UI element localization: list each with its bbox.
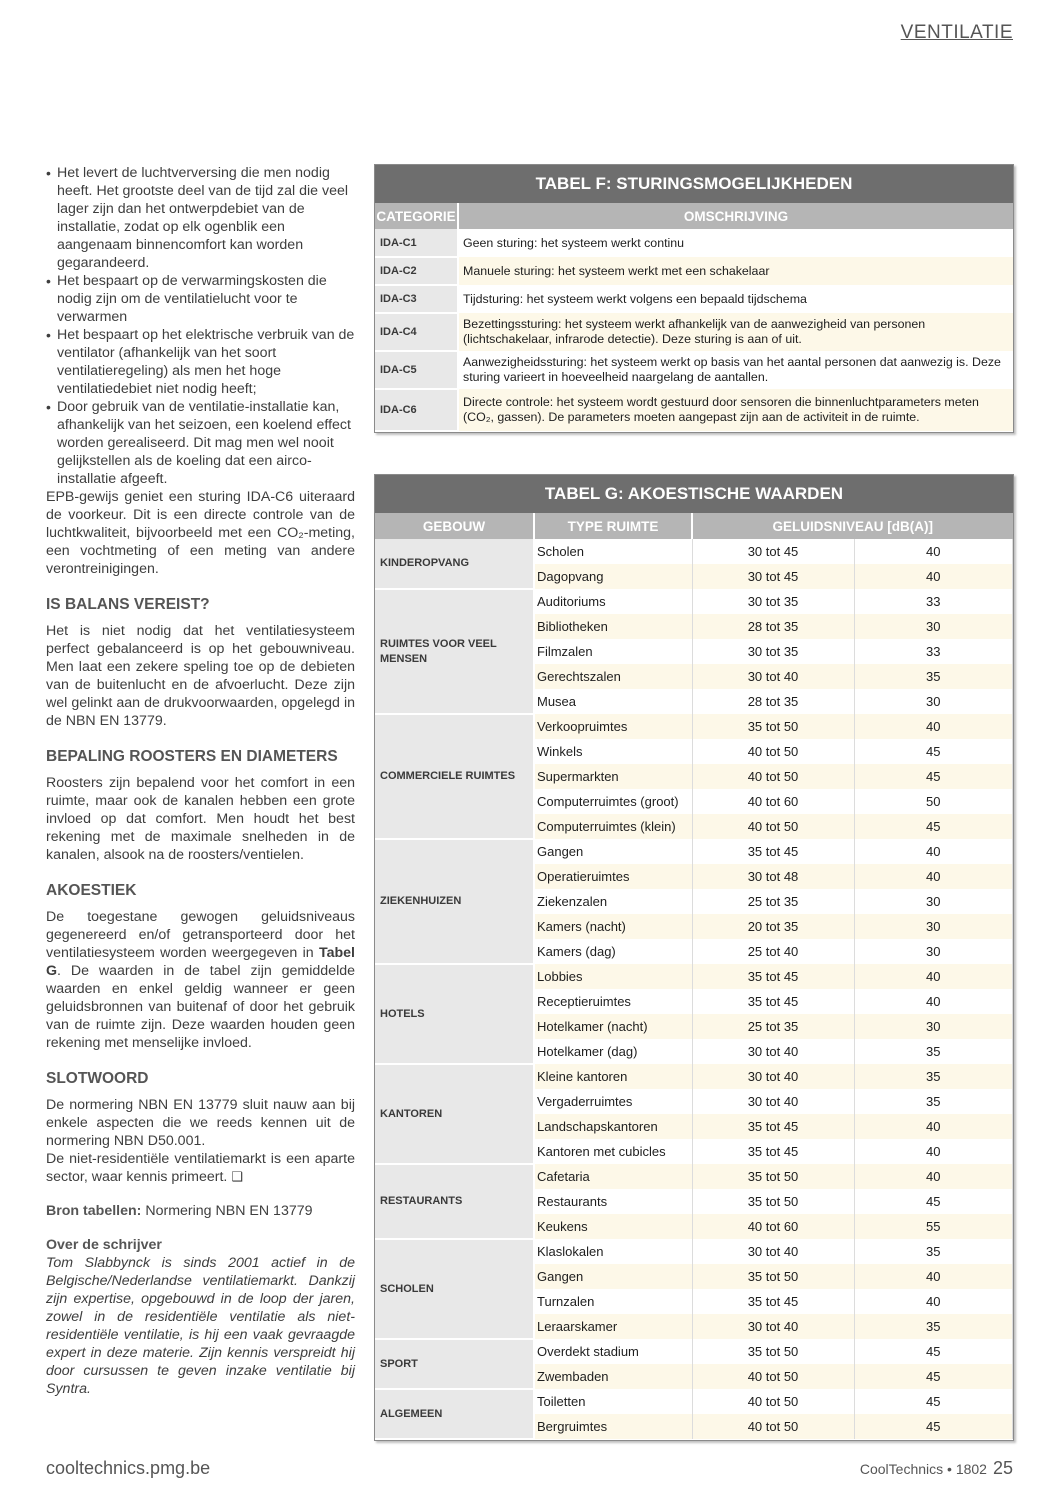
level-range-cell: 30 tot 35	[692, 589, 854, 614]
page-number: 25	[992, 1458, 1013, 1478]
level-range-cell: 35 tot 45	[692, 839, 854, 864]
category-cell: IDA-C2	[375, 257, 458, 285]
level-range-cell: 30 tot 45	[692, 539, 854, 564]
table-row	[375, 964, 1013, 989]
building-category-cell: SCHOLEN	[375, 1239, 534, 1339]
room-type-cell: Hotelkamer (nacht)	[534, 1014, 692, 1039]
level-value-cell: 45	[854, 1339, 1013, 1364]
level-value-cell: 35	[854, 1064, 1013, 1089]
room-type-cell: Verkoopruimtes	[534, 714, 692, 739]
room-type-cell: Gerechtszalen	[534, 664, 692, 689]
level-range-cell: 30 tot 35	[692, 639, 854, 664]
table-row	[375, 257, 1013, 285]
room-type-cell: Kamers (dag)	[534, 939, 692, 964]
level-range-cell: 35 tot 50	[692, 714, 854, 739]
level-value-cell: 40	[854, 989, 1013, 1014]
room-type-cell: Gangen	[534, 839, 692, 864]
level-range-cell: 30 tot 40	[692, 1089, 854, 1114]
table-row	[375, 285, 1013, 313]
level-value-cell: 45	[854, 1189, 1013, 1214]
level-value-cell: 35	[854, 1089, 1013, 1114]
level-range-cell: 35 tot 50	[692, 1189, 854, 1214]
level-value-cell: 35	[854, 1239, 1013, 1264]
room-type-cell: Kleine kantoren	[534, 1064, 692, 1089]
level-range-cell: 25 tot 35	[692, 1014, 854, 1039]
level-range-cell: 40 tot 50	[692, 1414, 854, 1439]
level-value-cell: 45	[854, 814, 1013, 839]
category-cell: IDA-C4	[375, 313, 458, 351]
paragraph-slotwoord-1: De normering NBN EN 13779 sluit nauw aan bij enkele aspecten die we reeds kennen uit de normering NBN D50.001.	[46, 1097, 355, 1149]
room-type-cell: Operatieruimtes	[534, 864, 692, 889]
building-category-cell: COMMERCIELE RUIMTES	[375, 714, 534, 839]
category-cell: IDA-C5	[375, 351, 458, 389]
room-type-cell: Ziekenzalen	[534, 889, 692, 914]
description-cell: Bezettingssturing: het systeem werkt afhankelijk van de aanwezigheid van personen (lichtschakelaar, infrarode detectie). Deze sturing is aan of uit.	[458, 313, 1013, 351]
level-range-cell: 35 tot 50	[692, 1339, 854, 1364]
room-type-cell: Cafetaria	[534, 1164, 692, 1189]
level-value-cell: 30	[854, 939, 1013, 964]
table-g-reference: Tabel G	[46, 945, 355, 979]
room-type-cell: Auditoriums	[534, 589, 692, 614]
table-f-title: TABEL F: STURINGSMOGELIJKHEDEN	[375, 165, 1013, 203]
paragraph-roosters: Roosters zijn bepalend voor het comfort in een ruimte, maar ook de kanalen hebben een grote invloed op dat comfort. Men houdt het best rekening met de maximale snelheden in de kanalen, alsook na de roosters/ventielen.	[46, 775, 355, 863]
room-type-cell: Computerruimtes (groot)	[534, 789, 692, 814]
level-range-cell: 28 tot 35	[692, 689, 854, 714]
building-category-cell: ZIEKENHUIZEN	[375, 839, 534, 964]
level-value-cell: 50	[854, 789, 1013, 814]
level-value-cell: 30	[854, 689, 1013, 714]
footer-url: cooltechnics.pmg.be	[46, 1458, 211, 1478]
paragraph-akoestiek: De toegestane gewogen geluidsniveaus gegenereerd en/of getransporteerd door het ventilatiesysteem worden weergegeven in Tabel G. De waarden in de tabel zijn gemiddelde waarden en enkel geldig wanneer er geen geluidsbronnen van buitenaf of door het gebruik van de ruimte zijn. Deze waarden houden geen rekening met menselijke invloed.	[46, 909, 355, 1051]
level-value-cell: 35	[854, 1314, 1013, 1339]
table-row	[375, 1339, 1013, 1364]
room-type-cell: Hotelkamer (dag)	[534, 1039, 692, 1064]
level-value-cell: 40	[854, 564, 1013, 589]
col-header-gebouw: GEBOUW	[375, 513, 534, 539]
level-range-cell: 30 tot 45	[692, 564, 854, 589]
level-range-cell: 28 tot 35	[692, 614, 854, 639]
table-row	[375, 229, 1013, 257]
building-category-cell: HOTELS	[375, 964, 534, 1064]
room-type-cell: Kantoren met cubicles	[534, 1139, 692, 1164]
level-value-cell: 40	[854, 964, 1013, 989]
level-value-cell: 30	[854, 1014, 1013, 1039]
source-note: Bron tabellen: Normering NBN EN 13779	[46, 1203, 313, 1219]
table-row	[375, 351, 1013, 389]
room-type-cell: Overdekt stadium	[534, 1339, 692, 1364]
level-value-cell: 35	[854, 1039, 1013, 1064]
level-range-cell: 40 tot 50	[692, 764, 854, 789]
col-header-categorie: CATEGORIE	[375, 203, 458, 229]
table-row	[375, 589, 1013, 614]
level-range-cell: 20 tot 35	[692, 914, 854, 939]
level-value-cell: 40	[854, 1114, 1013, 1139]
table-row	[375, 1389, 1013, 1414]
level-value-cell: 40	[854, 864, 1013, 889]
level-range-cell: 40 tot 60	[692, 1214, 854, 1239]
room-type-cell: Winkels	[534, 739, 692, 764]
section-tag: VENTILATIE	[900, 22, 1013, 43]
room-type-cell: Klaslokalen	[534, 1239, 692, 1264]
room-type-cell: Dagopvang	[534, 564, 692, 589]
level-value-cell: 35	[854, 664, 1013, 689]
table-g-title: TABEL G: AKOESTISCHE WAARDEN	[375, 475, 1013, 513]
description-cell: Aanwezigheidssturing: het systeem werkt op basis van het aantal personen dat aanwezig is. Deze sturing varieert in hoeveelheid naargelang de aantallen.	[458, 351, 1013, 389]
list-item: • Het bespaart op het elektrische verbruik van de ventilator (afhankelijk van het soort ventilatieregeling) als men het hoge ventilatiedebiet niet nodig heeft;	[46, 326, 355, 398]
benefit-list	[46, 164, 355, 488]
level-value-cell: 40	[854, 539, 1013, 564]
table-row	[375, 539, 1013, 564]
room-type-cell: Scholen	[534, 539, 692, 564]
article-column	[46, 164, 355, 1398]
table-row	[375, 839, 1013, 864]
list-item: • Het bespaart op de verwarmingskosten die nodig zijn om de ventilatielucht voor te verwarmen	[46, 272, 355, 326]
building-category-cell: KANTOREN	[375, 1064, 534, 1164]
level-range-cell: 40 tot 50	[692, 1364, 854, 1389]
category-cell: IDA-C6	[375, 389, 458, 431]
table-row	[375, 389, 1013, 431]
room-type-cell: Toiletten	[534, 1389, 692, 1414]
building-category-cell: RESTAURANTS	[375, 1164, 534, 1239]
level-range-cell: 40 tot 50	[692, 1389, 854, 1414]
room-type-cell: Leraarskamer	[534, 1314, 692, 1339]
level-range-cell: 30 tot 40	[692, 1239, 854, 1264]
room-type-cell: Vergaderruimtes	[534, 1089, 692, 1114]
level-value-cell: 33	[854, 589, 1013, 614]
level-range-cell: 35 tot 45	[692, 1289, 854, 1314]
description-cell: Directe controle: het systeem wordt gestuurd door sensoren die binnenluchtparameters meten (CO₂, gassen). De parameters moeten aangepast zijn aan de activiteit in de ruimte.	[458, 389, 1013, 431]
level-range-cell: 40 tot 60	[692, 789, 854, 814]
category-cell: IDA-C1	[375, 229, 458, 257]
level-value-cell: 40	[854, 1139, 1013, 1164]
list-item: • Door gebruik van de ventilatie-installatie kan, afhankelijk van het seizoen, een koelend effect worden gerealiseerd. Dit mag men wel nooit gelijkstellen als de koeling dat een airco-installatie afgeeft.	[46, 398, 355, 488]
level-range-cell: 30 tot 40	[692, 1314, 854, 1339]
heading-akoestiek: AKOESTIEK	[46, 882, 137, 899]
level-range-cell: 35 tot 50	[692, 1164, 854, 1189]
room-type-cell: Filmzalen	[534, 639, 692, 664]
level-value-cell: 40	[854, 1289, 1013, 1314]
description-cell: Tijdsturing: het systeem werkt volgens een bepaald tijdschema	[458, 285, 1013, 313]
level-range-cell: 25 tot 40	[692, 939, 854, 964]
description-cell: Manuele sturing: het systeem werkt met een schakelaar	[458, 257, 1013, 285]
footer-issue: CoolTechnics • 1802 25	[859, 1458, 1013, 1478]
room-type-cell: Keukens	[534, 1214, 692, 1239]
table-f	[374, 164, 1014, 433]
description-cell: Geen sturing: het systeem werkt continu	[458, 229, 1013, 257]
heading-slotwoord: SLOTWOORD	[46, 1070, 149, 1087]
level-value-cell: 45	[854, 739, 1013, 764]
paragraph-slotwoord-2: De niet-residentiële ventilatiemarkt is een aparte sector, waar kennis primeert. ❑	[46, 1151, 355, 1185]
level-range-cell: 30 tot 40	[692, 664, 854, 689]
room-type-cell: Turnzalen	[534, 1289, 692, 1314]
level-value-cell: 45	[854, 1414, 1013, 1439]
table-row	[375, 1164, 1013, 1189]
room-type-cell: Supermarkten	[534, 764, 692, 789]
end-mark-icon: ❑	[231, 1169, 243, 1184]
room-type-cell: Restaurants	[534, 1189, 692, 1214]
paragraph-balans: Het is niet nodig dat het ventilatiesysteem perfect gebalanceerd is op het gebouwniveau. Men laat een zekere speling toe op de debieten van de buitenlucht en de afvoerlucht. Deze zijn wel gelinkt aan de drukvoorwaarden, opgelegd in de NBN EN 13779.	[46, 623, 355, 729]
room-type-cell: Receptieruimtes	[534, 989, 692, 1014]
level-value-cell: 40	[854, 839, 1013, 864]
room-type-cell: Musea	[534, 689, 692, 714]
table-g	[374, 474, 1014, 1441]
building-category-cell: KINDEROPVANG	[375, 539, 534, 589]
col-header-type-ruimte: TYPE RUIMTE	[534, 513, 692, 539]
level-value-cell: 40	[854, 1164, 1013, 1189]
col-header-omschrijving: OMSCHRIJVING	[458, 203, 1013, 229]
level-range-cell: 30 tot 40	[692, 1039, 854, 1064]
building-category-cell: SPORT	[375, 1339, 534, 1389]
epb-paragraph: EPB-gewijs geniet een sturing IDA-C6 uiteraard de voorkeur. Dit is een directe controle van de luchtkwaliteit, bijvoorbeeld met een CO₂-meting, een vochtmeting of een meting van andere verontreinigingen.	[46, 489, 355, 577]
table-row	[375, 313, 1013, 351]
col-header-geluidsniveau: GELUIDSNIVEAU [dB(A)]	[692, 513, 1013, 539]
list-item: • Het levert de luchtverversing die men nodig heeft. Het grootste deel van de tijd zal die veel lager zijn dan het ontwerpdebiet van de installatie, zodat op elk ogenblik een aangenaam binnencomfort kan worden gegarandeerd.	[46, 164, 355, 272]
level-value-cell: 45	[854, 1364, 1013, 1389]
level-range-cell: 30 tot 48	[692, 864, 854, 889]
room-type-cell: Lobbies	[534, 964, 692, 989]
level-value-cell: 45	[854, 764, 1013, 789]
level-value-cell: 55	[854, 1214, 1013, 1239]
room-type-cell: Gangen	[534, 1264, 692, 1289]
heading-roosters: BEPALING ROOSTERS EN DIAMETERS	[46, 748, 338, 765]
building-category-cell: ALGEMEEN	[375, 1389, 534, 1439]
table-row	[375, 1239, 1013, 1264]
level-value-cell: 30	[854, 889, 1013, 914]
author-bio: Tom Slabbynck is sinds 2001 actief in de Belgische/Nederlandse ventilatiemarkt. Dankzij zijn expertise, opgebouwd in de loop der jaren, zowel in de residentiële ventilatie als niet-residentiële ventilatie, is hij een vaak gevraagde expert in deze materie. Zijn kennis verspreidt hij door cursussen te geven inzake ventilatie bij Syntra.	[46, 1255, 355, 1397]
room-type-cell: Kamers (nacht)	[534, 914, 692, 939]
table-row	[375, 714, 1013, 739]
level-range-cell: 35 tot 45	[692, 989, 854, 1014]
level-value-cell: 30	[854, 914, 1013, 939]
level-value-cell: 45	[854, 1389, 1013, 1414]
room-type-cell: Bergruimtes	[534, 1414, 692, 1439]
table-row	[375, 1064, 1013, 1089]
level-value-cell: 30	[854, 614, 1013, 639]
level-range-cell: 35 tot 45	[692, 1114, 854, 1139]
level-range-cell: 35 tot 45	[692, 964, 854, 989]
level-range-cell: 35 tot 50	[692, 1264, 854, 1289]
level-range-cell: 40 tot 50	[692, 814, 854, 839]
room-type-cell: Zwembaden	[534, 1364, 692, 1389]
building-category-cell: RUIMTES VOOR VEEL MENSEN	[375, 589, 534, 714]
category-cell: IDA-C3	[375, 285, 458, 313]
author-heading: Over de schrijver	[46, 1237, 162, 1253]
level-value-cell: 40	[854, 714, 1013, 739]
room-type-cell: Landschapskantoren	[534, 1114, 692, 1139]
heading-balans: IS BALANS VEREIST?	[46, 596, 210, 613]
room-type-cell: Bibliotheken	[534, 614, 692, 639]
level-range-cell: 35 tot 45	[692, 1139, 854, 1164]
level-range-cell: 30 tot 40	[692, 1064, 854, 1089]
room-type-cell: Computerruimtes (klein)	[534, 814, 692, 839]
level-range-cell: 25 tot 35	[692, 889, 854, 914]
level-range-cell: 40 tot 50	[692, 739, 854, 764]
level-value-cell: 33	[854, 639, 1013, 664]
level-value-cell: 40	[854, 1264, 1013, 1289]
